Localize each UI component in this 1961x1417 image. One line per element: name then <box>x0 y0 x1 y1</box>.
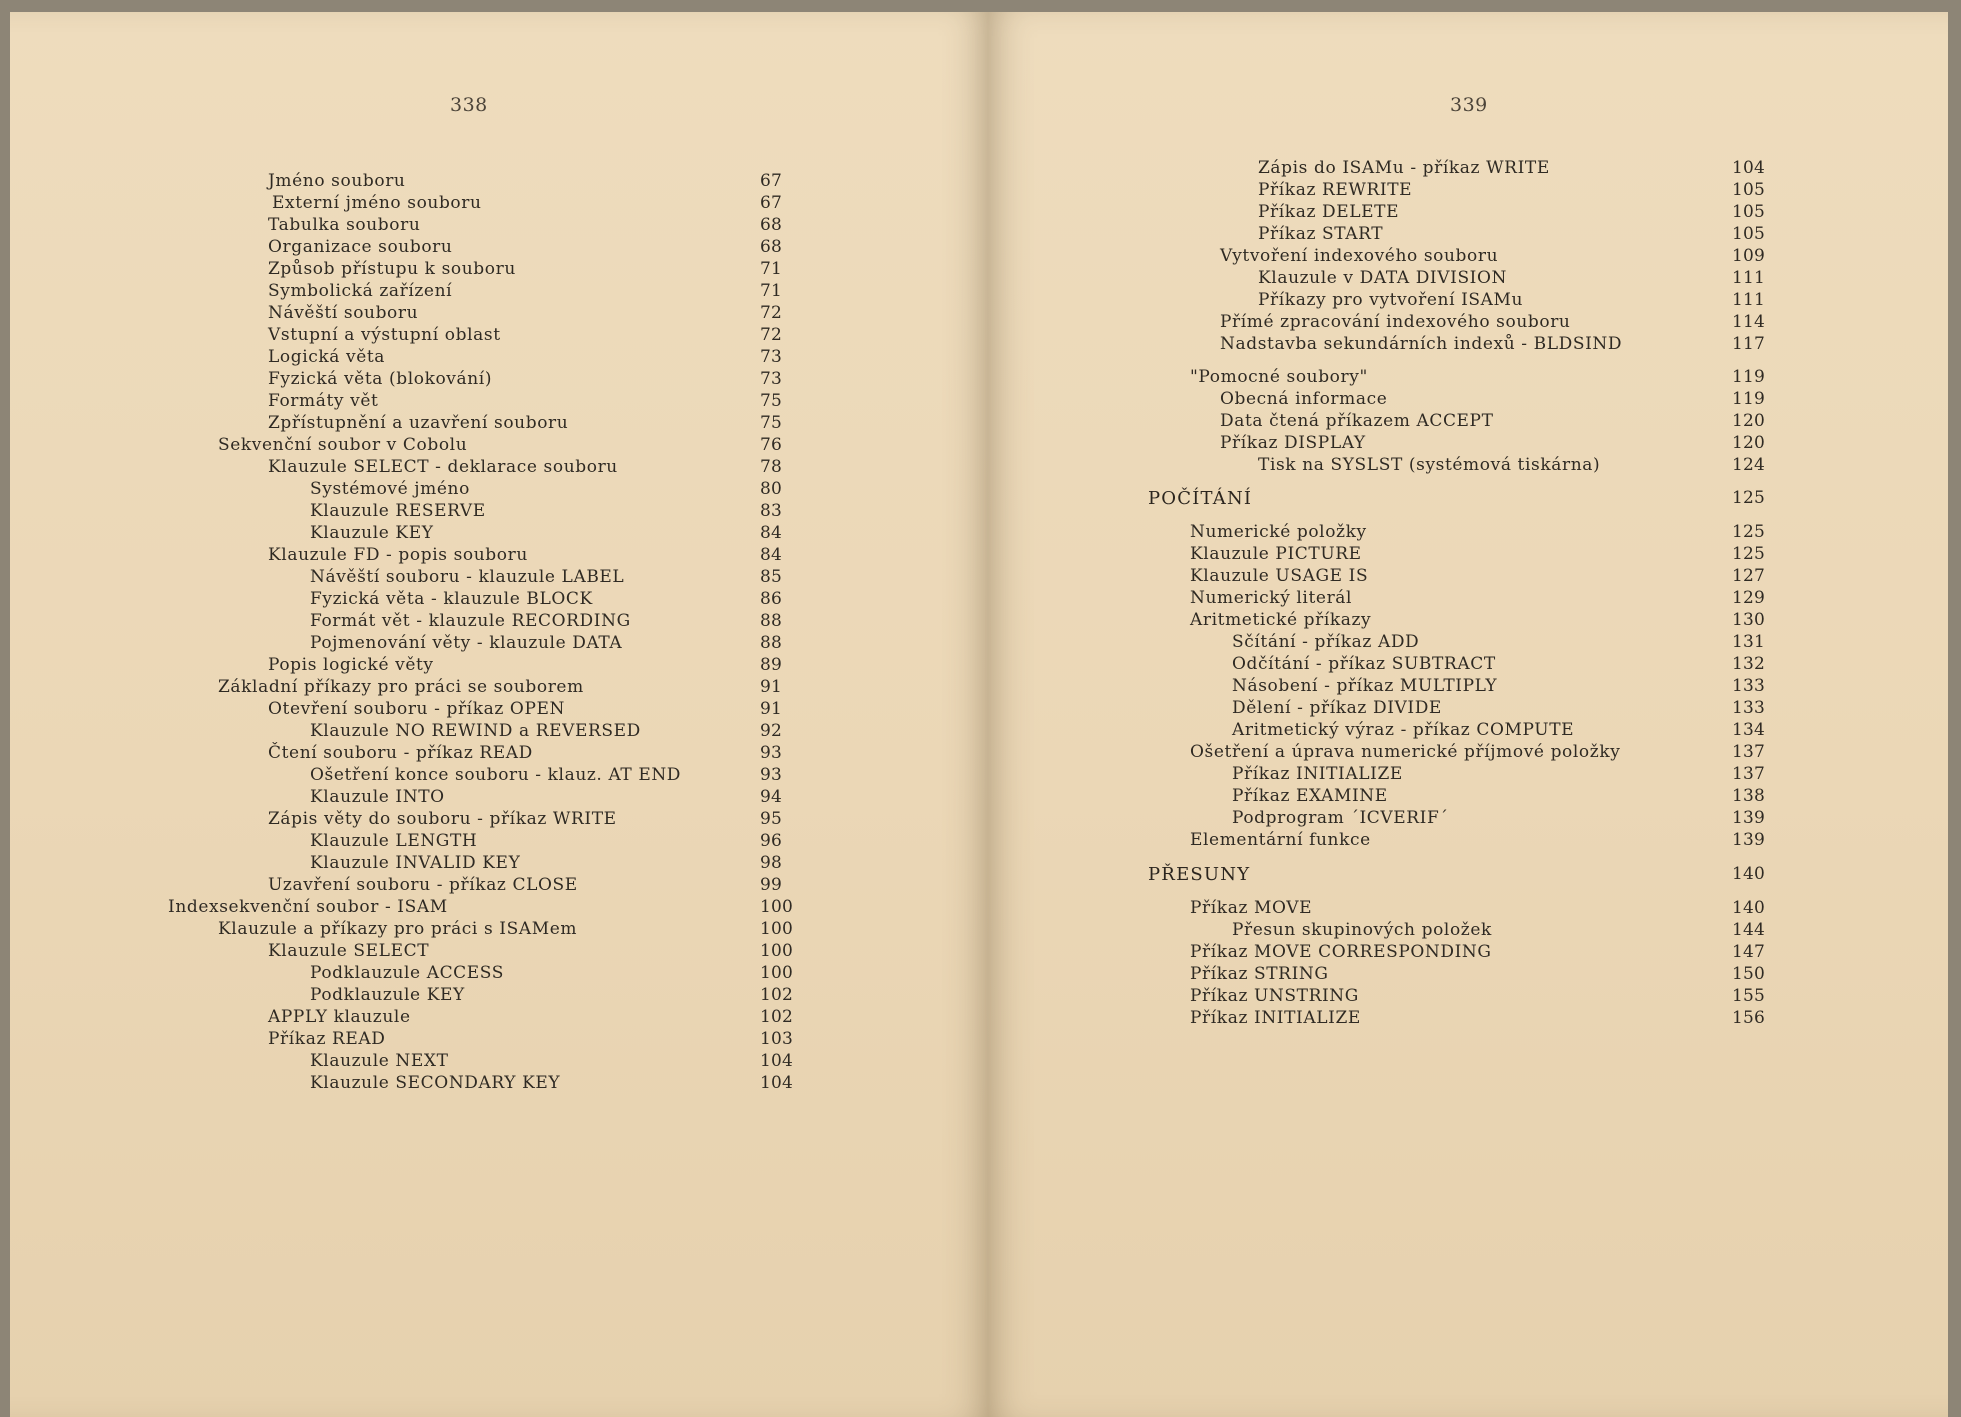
toc-page-number: 100 <box>760 941 794 961</box>
toc-page-number: 147 <box>1732 942 1766 962</box>
toc-page-number: 71 <box>760 281 783 301</box>
toc-entry: Odčítání - příkaz SUBTRACT <box>1232 654 1496 674</box>
toc-entry: Klauzule v DATA DIVISION <box>1258 268 1508 288</box>
toc-entry: Klauzule LENGTH <box>310 831 478 851</box>
toc-page-number: 124 <box>1732 455 1766 475</box>
toc-page-number: 67 <box>760 171 783 191</box>
toc-entry: Pojmenování věty - klauzule DATA <box>310 633 623 653</box>
toc-entry: Klauzule PICTURE <box>1190 544 1362 564</box>
toc-entry: Příkaz STRING <box>1190 964 1329 984</box>
toc-entry: Ošetření konce souboru - klauz. AT END <box>310 765 682 785</box>
toc-page-number: 92 <box>760 721 783 741</box>
toc-entry: Fyzická věta - klauzule BLOCK <box>310 589 593 609</box>
toc-entry: Násobení - příkaz MULTIPLY <box>1232 676 1498 696</box>
toc-entry: Klauzule NO REWIND a REVERSED <box>310 721 641 741</box>
page-number: 338 <box>450 94 488 116</box>
toc-entry: Klauzule NEXT <box>310 1051 449 1071</box>
toc-entry: Podklauzule ACCESS <box>310 963 504 983</box>
toc-page-number: 98 <box>760 853 783 873</box>
toc-page-number: 140 <box>1732 864 1766 884</box>
toc-entry: Uzavření souboru - příkaz CLOSE <box>268 875 578 895</box>
toc-entry: Tisk na SYSLST (systémová tiskárna) <box>1258 455 1601 475</box>
toc-page-number: 99 <box>760 875 783 895</box>
toc-page-number: 85 <box>760 567 783 587</box>
toc-entry: Přesun skupinových položek <box>1232 920 1492 940</box>
toc-page-number: 111 <box>1732 290 1766 310</box>
toc-page-number: 120 <box>1732 433 1766 453</box>
toc-entry: Klauzule INVALID KEY <box>310 853 521 873</box>
toc-page-number: 139 <box>1732 808 1766 828</box>
toc-page-number: 86 <box>760 589 783 609</box>
toc-page-number: 120 <box>1732 411 1766 431</box>
toc-page-number: 95 <box>760 809 783 829</box>
toc-page-number: 83 <box>760 501 783 521</box>
toc-page-number: 137 <box>1732 742 1766 762</box>
section-heading: POČÍTÁNÍ <box>1148 488 1253 509</box>
toc-page-number: 94 <box>760 787 783 807</box>
toc-entry: "Pomocné soubory" <box>1190 367 1368 387</box>
toc-entry: Příkaz UNSTRING <box>1190 986 1359 1006</box>
toc-entry: Zápis do ISAMu - příkaz WRITE <box>1258 158 1550 178</box>
toc-page-number: 75 <box>760 413 783 433</box>
toc-entry: Klauzule USAGE IS <box>1190 566 1369 586</box>
toc-entry: Externí jméno souboru <box>272 193 482 213</box>
toc-entry: Formát vět - klauzule RECORDING <box>310 611 631 631</box>
toc-entry: Organizace souboru <box>268 237 453 257</box>
toc-page-number: 75 <box>760 391 783 411</box>
toc-page-number: 88 <box>760 633 783 653</box>
toc-entry: Přímé zpracování indexového souboru <box>1220 312 1571 332</box>
toc-page-number: 104 <box>760 1073 794 1093</box>
toc-entry: Příkaz MOVE CORRESPONDING <box>1190 942 1492 962</box>
toc-page-number: 84 <box>760 523 783 543</box>
toc-page-number: 155 <box>1732 986 1766 1006</box>
toc-entry: Nadstavba sekundárních indexů - BLDSIND <box>1220 334 1623 354</box>
toc-entry: Obecná informace <box>1220 389 1388 409</box>
toc-page-number: 133 <box>1732 698 1766 718</box>
toc-page-number: 144 <box>1732 920 1766 940</box>
toc-page-number: 150 <box>1732 964 1766 984</box>
toc-entry: Příkaz EXAMINE <box>1232 786 1388 806</box>
toc-entry: Příkaz REWRITE <box>1258 180 1413 200</box>
toc-page-number: 105 <box>1732 180 1766 200</box>
toc-page-number: 125 <box>1732 522 1766 542</box>
toc-page-number: 105 <box>1732 202 1766 222</box>
toc-page-number: 68 <box>760 215 783 235</box>
toc-page-number: 88 <box>760 611 783 631</box>
toc-page-number: 129 <box>1732 588 1766 608</box>
toc-page-number: 140 <box>1732 898 1766 918</box>
toc-page-number: 76 <box>760 435 783 455</box>
toc-page-number: 84 <box>760 545 783 565</box>
toc-page-number: 125 <box>1732 488 1766 508</box>
toc-page-number: 100 <box>760 919 794 939</box>
left-page <box>10 12 988 1417</box>
toc-page-number: 111 <box>1732 268 1766 288</box>
page-number: 339 <box>1450 94 1488 116</box>
toc-entry: Příkaz START <box>1258 224 1384 244</box>
toc-entry: Aritmetické příkazy <box>1190 610 1372 630</box>
toc-entry: Příkaz READ <box>268 1029 386 1049</box>
section-heading: PŘESUNY <box>1148 864 1251 885</box>
toc-page-number: 114 <box>1732 312 1766 332</box>
toc-entry: Systémové jméno <box>310 479 470 499</box>
toc-page-number: 130 <box>1732 610 1766 630</box>
toc-entry: Klauzule SELECT - deklarace souboru <box>268 457 618 477</box>
toc-entry: Vstupní a výstupní oblast <box>268 325 501 345</box>
toc-page-number: 89 <box>760 655 783 675</box>
toc-entry: Příkaz MOVE <box>1190 898 1313 918</box>
toc-page-number: 102 <box>760 985 794 1005</box>
toc-page-number: 102 <box>760 1007 794 1027</box>
toc-entry: Klauzule SECONDARY KEY <box>310 1073 561 1093</box>
toc-page-number: 68 <box>760 237 783 257</box>
toc-page-number: 78 <box>760 457 783 477</box>
toc-page-number: 103 <box>760 1029 794 1049</box>
toc-entry: Příkaz INITIALIZE <box>1232 764 1403 784</box>
toc-page-number: 134 <box>1732 720 1766 740</box>
toc-page-number: 133 <box>1732 676 1766 696</box>
toc-entry: Sekvenční soubor v Cobolu <box>218 435 468 455</box>
toc-entry: Způsob přístupu k souboru <box>268 259 516 279</box>
toc-entry: Sčítání - příkaz ADD <box>1232 632 1420 652</box>
toc-entry: Jméno souboru <box>268 171 406 191</box>
toc-page-number: 104 <box>760 1051 794 1071</box>
toc-page-number: 80 <box>760 479 783 499</box>
toc-entry: Klauzule a příkazy pro práci s ISAMem <box>218 919 578 939</box>
toc-page-number: 125 <box>1732 544 1766 564</box>
toc-page-number: 104 <box>1732 158 1766 178</box>
toc-entry: Data čtená příkazem ACCEPT <box>1220 411 1494 431</box>
toc-entry: Numerické položky <box>1190 522 1367 542</box>
toc-page-number: 71 <box>760 259 783 279</box>
toc-page-number: 73 <box>760 369 783 389</box>
toc-entry: Příkaz INITIALIZE <box>1190 1008 1361 1028</box>
toc-entry: Popis logické věty <box>268 655 434 675</box>
toc-page-number: 67 <box>760 193 783 213</box>
toc-page-number: 96 <box>760 831 783 851</box>
toc-page-number: 93 <box>760 765 783 785</box>
toc-entry: Aritmetický výraz - příkaz COMPUTE <box>1232 720 1575 740</box>
toc-page-number: 100 <box>760 897 794 917</box>
toc-entry: Vytvoření indexového souboru <box>1220 246 1499 266</box>
toc-page-number: 127 <box>1732 566 1766 586</box>
toc-entry: Klauzule KEY <box>310 523 434 543</box>
toc-entry: Dělení - příkaz DIVIDE <box>1232 698 1442 718</box>
toc-entry: Indexsekvenční soubor - ISAM <box>168 897 448 917</box>
toc-entry: Klauzule RESERVE <box>310 501 486 521</box>
toc-page-number: 137 <box>1732 764 1766 784</box>
toc-page-number: 91 <box>760 699 783 719</box>
toc-entry: Čtení souboru - příkaz READ <box>268 743 533 763</box>
toc-page-number: 72 <box>760 303 783 323</box>
toc-entry: Klauzule SELECT <box>268 941 430 961</box>
toc-entry: Klauzule FD - popis souboru <box>268 545 528 565</box>
toc-entry: Fyzická věta (blokování) <box>268 369 493 389</box>
toc-entry: Podklauzule KEY <box>310 985 465 1005</box>
right-page <box>988 12 1948 1417</box>
toc-page-number: 100 <box>760 963 794 983</box>
toc-page-number: 73 <box>760 347 783 367</box>
toc-entry: Otevření souboru - příkaz OPEN <box>268 699 565 719</box>
toc-page-number: 119 <box>1732 389 1766 409</box>
toc-entry: Formáty vět <box>268 391 379 411</box>
toc-entry: Podprogram ´ICVERIF´ <box>1232 808 1449 828</box>
toc-page-number: 156 <box>1732 1008 1766 1028</box>
toc-entry: Zpřístupnění a uzavření souboru <box>268 413 569 433</box>
toc-page-number: 72 <box>760 325 783 345</box>
toc-page-number: 105 <box>1732 224 1766 244</box>
toc-entry: Zápis věty do souboru - příkaz WRITE <box>268 809 617 829</box>
toc-page-number: 138 <box>1732 786 1766 806</box>
toc-entry: Klauzule INTO <box>310 787 445 807</box>
toc-entry: Ošetření a úprava numerické příjmové položky <box>1190 742 1621 762</box>
toc-page-number: 91 <box>760 677 783 697</box>
toc-entry: Základní příkazy pro práci se souborem <box>218 677 584 697</box>
toc-entry: Příkaz DISPLAY <box>1220 433 1366 453</box>
toc-entry: Numerický literál <box>1190 588 1353 608</box>
toc-page-number: 117 <box>1732 334 1766 354</box>
toc-page-number: 109 <box>1732 246 1766 266</box>
toc-entry: APPLY klauzule <box>268 1007 411 1027</box>
toc-page-number: 131 <box>1732 632 1766 652</box>
toc-entry: Návěští souboru - klauzule LABEL <box>310 567 625 587</box>
toc-entry: Příkaz DELETE <box>1258 202 1400 222</box>
toc-entry: Tabulka souboru <box>268 215 421 235</box>
toc-page-number: 93 <box>760 743 783 763</box>
toc-entry: Symbolická zařízení <box>268 281 453 301</box>
toc-entry: Elementární funkce <box>1190 830 1371 850</box>
toc-page-number: 119 <box>1732 367 1766 387</box>
toc-entry: Příkazy pro vytvoření ISAMu <box>1258 290 1524 310</box>
toc-page-number: 139 <box>1732 830 1766 850</box>
toc-entry: Logická věta <box>268 347 386 367</box>
toc-page-number: 132 <box>1732 654 1766 674</box>
toc-entry: Návěští souboru <box>268 303 419 323</box>
